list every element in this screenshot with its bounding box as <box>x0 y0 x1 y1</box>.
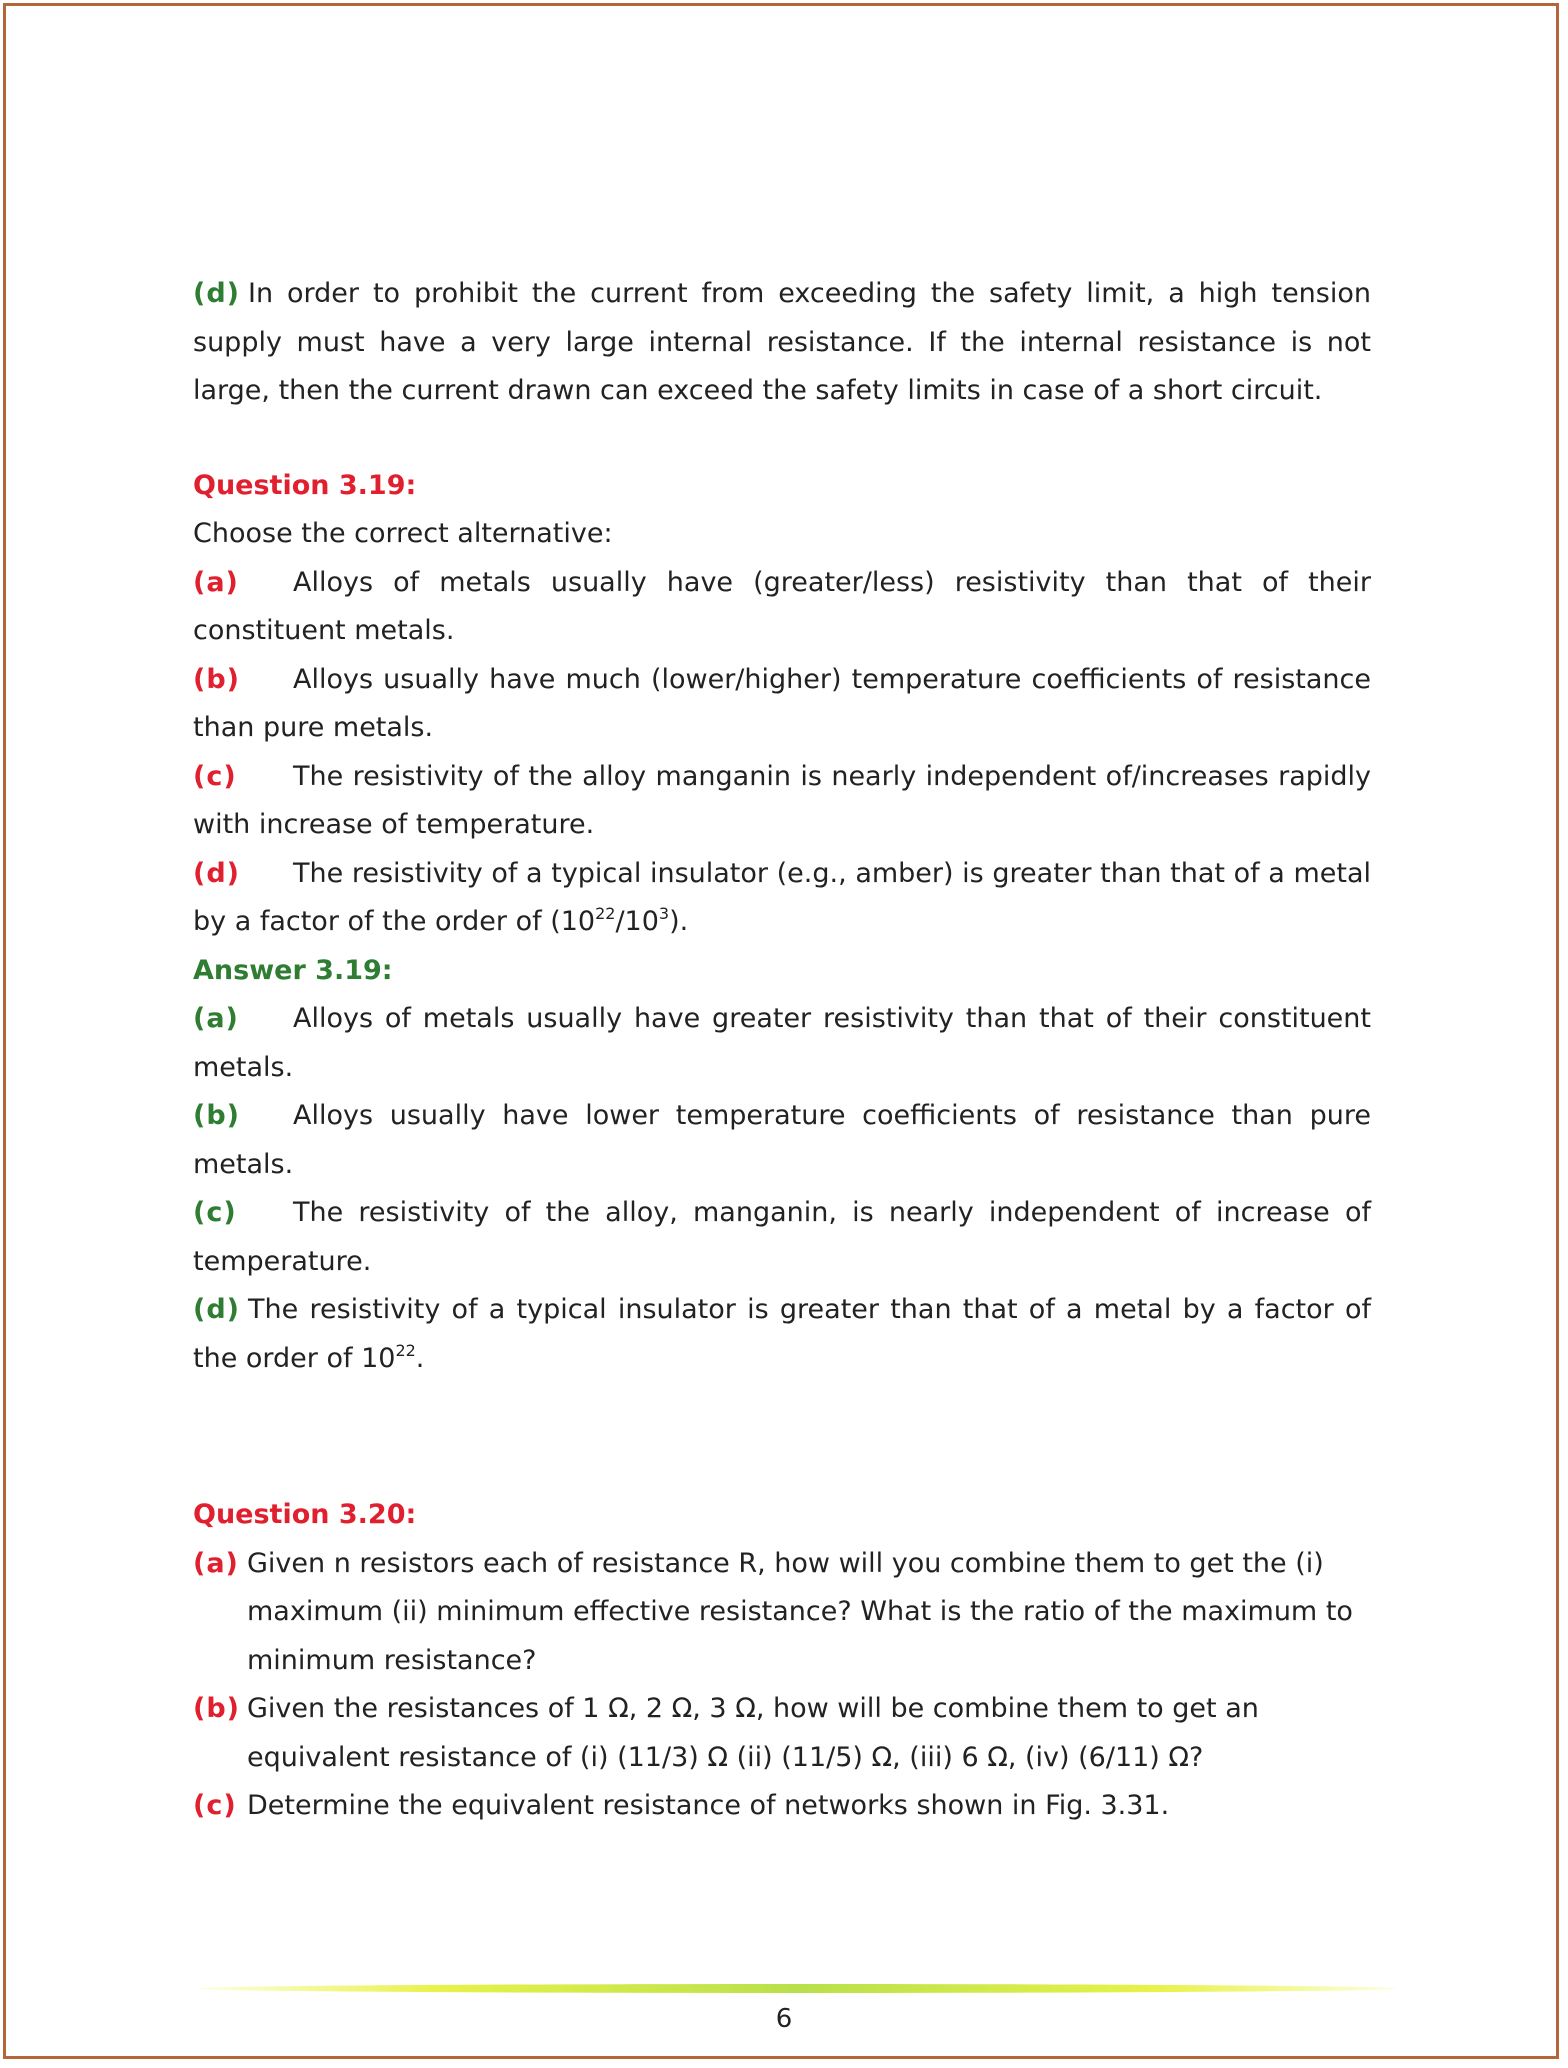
spacer <box>193 1383 1371 1491</box>
question-3-19-item-a <box>193 559 1371 656</box>
item-text: Alloys usually have lower temperature coefficients of resistance than pure metals. <box>193 1100 1371 1180</box>
item-text: The resistivity of the alloy, manganin, is nearly independent of increase of temperature. <box>193 1197 1371 1277</box>
question-3-19-intro: Choose the correct alternative: <box>193 518 613 549</box>
question-3-19-item-d <box>193 850 1371 947</box>
document-body <box>193 270 1371 1831</box>
question-3-19-heading: Question 3.19: <box>193 469 417 501</box>
previous-answer-d <box>193 270 1371 416</box>
item-label: (b) <box>193 1693 241 1724</box>
item-label: (d) <box>193 278 241 309</box>
item-label: (d) <box>193 1294 241 1325</box>
answer-3-19-item-d <box>193 1286 1371 1383</box>
superscript: 22 <box>395 1340 416 1360</box>
item-label: (c) <box>193 760 237 792</box>
item-text: In order to prohibit the current from exceeding the safety limit, a high tension supply must have a very large internal resistance. If the internal resistance is not large, then the current drawn can exceed the safety limits in case of a short circuit. <box>193 278 1371 406</box>
superscript: 22 <box>595 904 616 923</box>
answer-3-19-item-b <box>193 1092 1371 1189</box>
answer-3-19-heading: Answer 3.19: <box>193 954 393 986</box>
item-text: The resistivity of a typical insulator is greater than that of a metal by a factor of the order of 10 <box>193 1294 1371 1374</box>
item-text: Given the resistances of 1 Ω, 2 Ω, 3 Ω, how will be combine them to get an equivalent resistance of (i) (11/3) Ω (ii) (11/5) Ω, (iii) 6 Ω, (iv) (6/11) Ω? <box>247 1693 1259 1773</box>
answer-3-19-item-c <box>193 1189 1371 1286</box>
question-3-20-item-c <box>193 1782 1371 1831</box>
question-3-19-item-b <box>193 656 1371 753</box>
item-label: (b) <box>193 663 241 695</box>
item-text: The resistivity of the alloy manganin is nearly independent of/increases rapidly with increase of temperature. <box>193 760 1371 840</box>
footer-divider <box>198 1984 1398 1993</box>
question-3-19-item-c <box>193 753 1371 850</box>
item-label: (a) <box>193 1003 239 1034</box>
answer-3-19-item-a <box>193 995 1371 1092</box>
item-text: The resistivity of a typical insulator (e.g., amber) is greater than that of a metal by a factor of the order of (10 <box>193 857 1371 937</box>
question-3-20-item-a <box>193 1540 1371 1686</box>
item-label: (a) <box>193 566 239 598</box>
item-text-mid: /10 <box>615 906 659 937</box>
item-text: Determine the equivalent resistance of networks shown in Fig. 3.31. <box>247 1790 1170 1821</box>
item-text: Alloys of metals usually have greater resistivity than that of their constituent metals. <box>193 1003 1371 1083</box>
superscript: 3 <box>658 904 670 923</box>
item-label: (a) <box>193 1547 239 1579</box>
page-number: 6 <box>775 2004 793 2034</box>
item-label: (c) <box>193 1790 237 1821</box>
question-3-20-item-b <box>193 1685 1371 1782</box>
item-label: (c) <box>193 1197 237 1228</box>
item-text: Alloys usually have much (lower/higher) temperature coefficients of resistance than pure metals. <box>193 663 1371 743</box>
question-3-20-heading: Question 3.20: <box>193 1499 417 1530</box>
spacer <box>193 416 1371 462</box>
item-text: Alloys of metals usually have (greater/less) resistivity than that of their constituent metals. <box>193 566 1371 646</box>
item-text-end: ). <box>669 906 689 937</box>
item-text-end: . <box>415 1342 425 1374</box>
item-label: (d) <box>193 857 241 889</box>
item-text: Given n resistors each of resistance R, how will you combine them to get the (i) maximum (ii) minimum effective resistance? What is the ratio of the maximum to minimum resistance? <box>247 1547 1353 1676</box>
item-label: (b) <box>193 1100 241 1131</box>
